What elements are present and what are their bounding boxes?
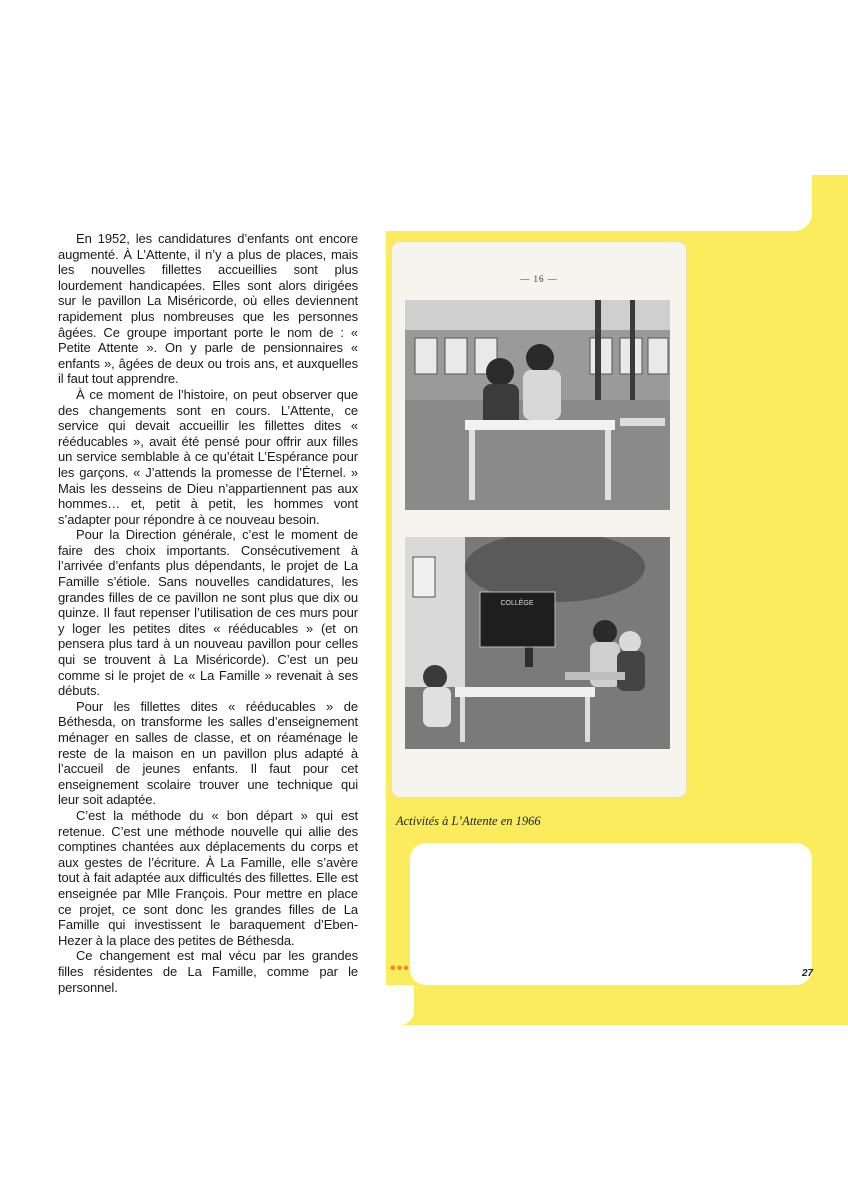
photo-1-illustration [405,300,670,510]
paragraph: En 1952, les candidatures d’enfants ont encore augmenté. À L’Attente, il n’y a plus de places, mais les nouvelles fillettes accueillies sont plus lourdement handicapées. Elles sont alors dirigées sur le pavillon La Miséricorde, où elles deviennent rapidement plus nombreuses que les personnes âgées. Ce groupe important porte le nom de : « Petite Attente ». On y parle de pensionnaires « enfants », âgées de deux ou trois ans, et auxquelles il faut tout apprendre. [58,231,358,387]
scanned-photo-page [392,242,686,797]
photo-caption: Activités à L’Attente en 1966 [396,814,541,828]
page-number: 27 [802,968,814,979]
photo-women-at-table [405,300,670,510]
paragraph: À ce moment de l’histoire, on peut observer que des changements sont en cours. L’Attente, ce service qui devait accueillir les fillettes dites « rééducables », avait été pensé pour offrir aux filles un service semblable à ce qu’était L’Espérance pour les garçons. « J’attends la promesse de l’Éternel. » Mais les desseins de Dieu n’appartiennent pas aux hommes… et, petit à petit, les hommes vont s’adapter pour répondre à ce nouveau besoin. [58,386,358,527]
scan-page-number: — 16 — [520,274,558,284]
article-body [58,231,358,995]
decorative-white-corner [386,985,414,1025]
paragraph: Ce changement est mal vécu par les grandes filles résidentes de La Famille, comme par le personnel. [58,948,358,995]
decorative-white-panel [410,843,812,985]
blackboard-sign: COLLÈGE [500,600,534,607]
paragraph: Pour les fillettes dites « rééducables » de Béthesda, on transforme les salles d’enseignement ménager en salles de classe, et on réaménage le reste de la maison en un pavillon plus adapté à l’accueil de jeunes enfants. Il faut pour cet enseignement scolaire trouver une technique qui leur soit adaptée. [58,698,358,808]
decorative-dots: ••• [390,960,410,977]
photo-2-illustration [405,537,670,749]
paragraph: C’est la méthode du « bon départ » qui est retenue. C’est une méthode nouvelle qui allie des comptines chantées aux déplacements du corps et aux gestes de l’écriture. À La Famille, elle s’avère tout à fait adaptée aux difficultés des fillettes. Elle est enseignée par Mlle François. Pour mettre en place ce projet, ce sont donc les grandes filles de La Famille qui investissent le baraquement d’Eben-Hezer à la place des petites de Béthesda. [58,807,358,948]
paragraph: Pour la Direction générale, c’est le moment de faire des choix importants. Consécutivement à l’arrivée d’enfants plus dépendants, le projet de La Famille s’étiole. Sans nouvelles candidatures, les grandes filles de ce pavillon ne sont plus que dix ou quinze. Il faut repenser l’utilisation de ces murs pour y loger les petites dites « rééducables » (et on pensera plus tard à un nouveau pavillon pour celles qui se trouvent à La Miséricorde). C’est un peu comme si le projet de « La Famille » revenait à ses débuts. [58,527,358,699]
decorative-notch [386,175,812,231]
photo-children-outdoor-class [405,537,670,749]
